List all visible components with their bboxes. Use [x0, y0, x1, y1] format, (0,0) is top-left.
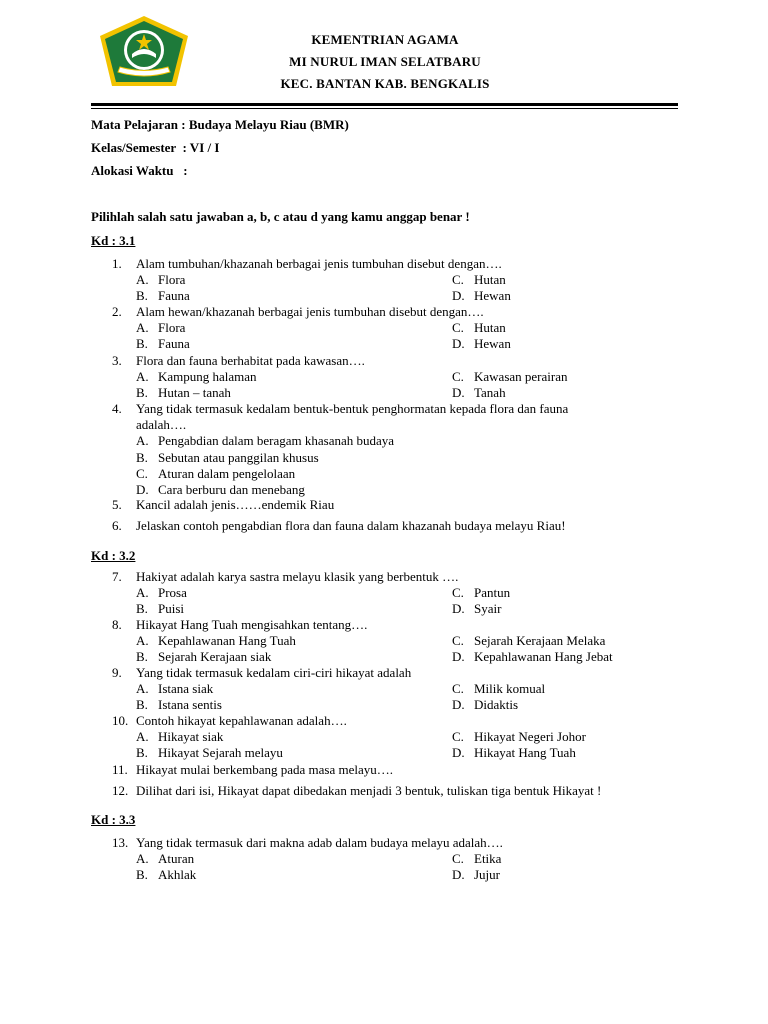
header-divider-thin [91, 108, 678, 109]
option-letter: A. [136, 369, 149, 385]
option-letter: D. [452, 649, 465, 665]
question-text: Hakiyat adalah karya sastra melayu klasik yang berbentuk …. [136, 569, 459, 584]
option-text: Pengabdian dalam beragam khasanah budaya [158, 433, 395, 449]
option-text: Cara berburu dan menebang [158, 482, 305, 497]
question-text: Dilihat dari isi, Hikayat dapat dibedakan menjadi 3 bentuk, tuliskan tiga bentuk Hikayat ! [136, 783, 602, 798]
question-number: 13. [112, 835, 129, 850]
option-text: Sejarah Kerajaan Melaka [474, 633, 606, 649]
header-divider-thick [91, 103, 678, 106]
option-text: Hewan [474, 288, 511, 304]
option-text: Sejarah Kerajaan siak [158, 649, 272, 665]
option-text: Hikayat Hang Tuah [474, 745, 576, 761]
option-letter: D. [136, 482, 149, 497]
question-text: Yang tidak termasuk kedalam bentuk-bentuk penghormatan kepada flora dan fauna [136, 401, 569, 416]
option-text: Prosa [158, 585, 187, 601]
option-text: Fauna [158, 336, 190, 352]
option-text: Pantun [474, 585, 511, 601]
question-number: 6. [112, 518, 122, 533]
question-number: 11. [112, 762, 128, 777]
kemenag-logo-icon [96, 14, 192, 90]
question-text: Jelaskan contoh pengabdian flora dan fauna dalam khazanah budaya melayu Riau! [136, 518, 566, 533]
option-text: Sebutan atau panggilan khusus [158, 449, 319, 465]
option-text: Fauna [158, 288, 190, 304]
question-number: 3. [112, 353, 122, 368]
option-letter: C. [452, 320, 464, 336]
instruction: Pilihlah salah satu jawaban a, b, c atau d yang kamu anggap benar ! [91, 209, 470, 224]
option-letter: D. [452, 288, 465, 304]
option-text: Hikayat siak [158, 729, 224, 745]
question-text: Yang tidak termasuk dari makna adab dalam budaya melayu adalah…. [136, 835, 503, 850]
option-letter: B. [136, 649, 148, 665]
option-letter: A. [136, 272, 149, 288]
option-letter: C. [452, 272, 464, 288]
option-letter: B. [136, 867, 148, 883]
question-number: 5. [112, 497, 122, 512]
question-number: 2. [112, 304, 122, 319]
option-text: Etika [474, 851, 502, 867]
question-text-continued: adalah…. [136, 417, 187, 433]
question-number: 9. [112, 665, 122, 680]
question-text: Alam hewan/khazanah berbagai jenis tumbuhan disebut dengan…. [136, 304, 484, 319]
question-text: Contoh hikayat kepahlawanan adalah…. [136, 713, 347, 728]
section-title: Kd : 3.3 [91, 812, 136, 827]
question-number: 8. [112, 617, 122, 632]
option-letter: C. [136, 465, 148, 481]
option-letter: D. [452, 697, 465, 713]
option-text: Flora [158, 272, 186, 288]
question-text: Hikayat mulai berkembang pada masa melayu…. [136, 762, 394, 777]
option-text: Hutan [474, 320, 506, 336]
section-title: Kd : 3.2 [91, 548, 136, 563]
option-letter: C. [452, 681, 464, 697]
question-number: 12. [112, 783, 129, 798]
option-letter: A. [136, 681, 149, 697]
option-text: Hewan [474, 336, 511, 352]
option-letter: A. [136, 851, 149, 867]
option-text: Syair [474, 601, 502, 617]
question-text: Hikayat Hang Tuah mengisahkan tentang…. [136, 617, 368, 632]
question-text: Alam tumbuhan/khazanah berbagai jenis tumbuhan disebut dengan…. [136, 256, 502, 271]
option-letter: B. [136, 601, 148, 617]
option-letter: B. [136, 336, 148, 352]
meta-class: Kelas/Semester : VI / I [91, 140, 220, 155]
meta-time: Alokasi Waktu : [91, 163, 188, 178]
option-letter: D. [452, 336, 465, 352]
option-text: Aturan dalam pengelolaan [158, 465, 296, 481]
option-letter: B. [136, 288, 148, 304]
option-letter: B. [136, 745, 148, 761]
option-letter: A. [136, 433, 149, 449]
header-ministry: KEMENTRIAN AGAMA [311, 32, 459, 47]
option-letter: A. [136, 729, 149, 745]
option-text: Tanah [474, 385, 506, 401]
question-number: 1. [112, 256, 122, 271]
meta-subject: Mata Pelajaran : Budaya Melayu Riau (BMR) [91, 117, 349, 132]
option-letter: D. [452, 601, 465, 617]
option-letter: D. [452, 385, 465, 401]
option-text: Kepahlawanan Hang Jebat [474, 649, 613, 665]
option-text: Istana siak [158, 681, 214, 697]
option-text: Hikayat Negeri Johor [474, 729, 586, 745]
option-text: Kampung halaman [158, 369, 257, 385]
option-text: Istana sentis [158, 697, 222, 713]
question-number: 7. [112, 569, 122, 584]
option-letter: C. [452, 585, 464, 601]
option-letter: B. [136, 385, 148, 401]
section-title: Kd : 3.1 [91, 233, 136, 248]
option-letter: D. [452, 745, 465, 761]
option-text: Flora [158, 320, 186, 336]
question-text: Yang tidak termasuk kedalam ciri-ciri hikayat adalah [136, 665, 412, 680]
question-number: 10. [112, 713, 129, 728]
option-text: Hutan [474, 272, 506, 288]
option-text: Akhlak [158, 867, 197, 883]
option-text: Kepahlawanan Hang Tuah [158, 633, 296, 649]
option-letter: A. [136, 633, 149, 649]
option-text: Jujur [474, 867, 500, 883]
option-text: Puisi [158, 601, 185, 617]
question-text: Kancil adalah jenis……endemik Riau [136, 497, 335, 512]
option-letter: B. [136, 697, 148, 713]
header-location: KEC. BANTAN KAB. BENGKALIS [280, 76, 490, 91]
question-number: 4. [112, 401, 122, 416]
option-letter: C. [452, 729, 464, 745]
option-text: Didaktis [474, 697, 519, 713]
option-letter: A. [136, 320, 149, 336]
option-letter: A. [136, 585, 149, 601]
option-text: Aturan [158, 851, 195, 867]
header-school: MI NURUL IMAN SELATBARU [289, 54, 481, 69]
option-text: Milik komual [474, 681, 546, 697]
option-text: Kawasan perairan [474, 369, 568, 385]
question-text: Flora dan fauna berhabitat pada kawasan…. [136, 353, 365, 368]
option-text: Hikayat Sejarah melayu [158, 745, 283, 761]
option-letter: B. [136, 449, 148, 465]
option-text: Hutan – tanah [158, 385, 231, 401]
option-letter: C. [452, 633, 464, 649]
option-letter: C. [452, 851, 464, 867]
option-letter: C. [452, 369, 464, 385]
option-letter: D. [452, 867, 465, 883]
